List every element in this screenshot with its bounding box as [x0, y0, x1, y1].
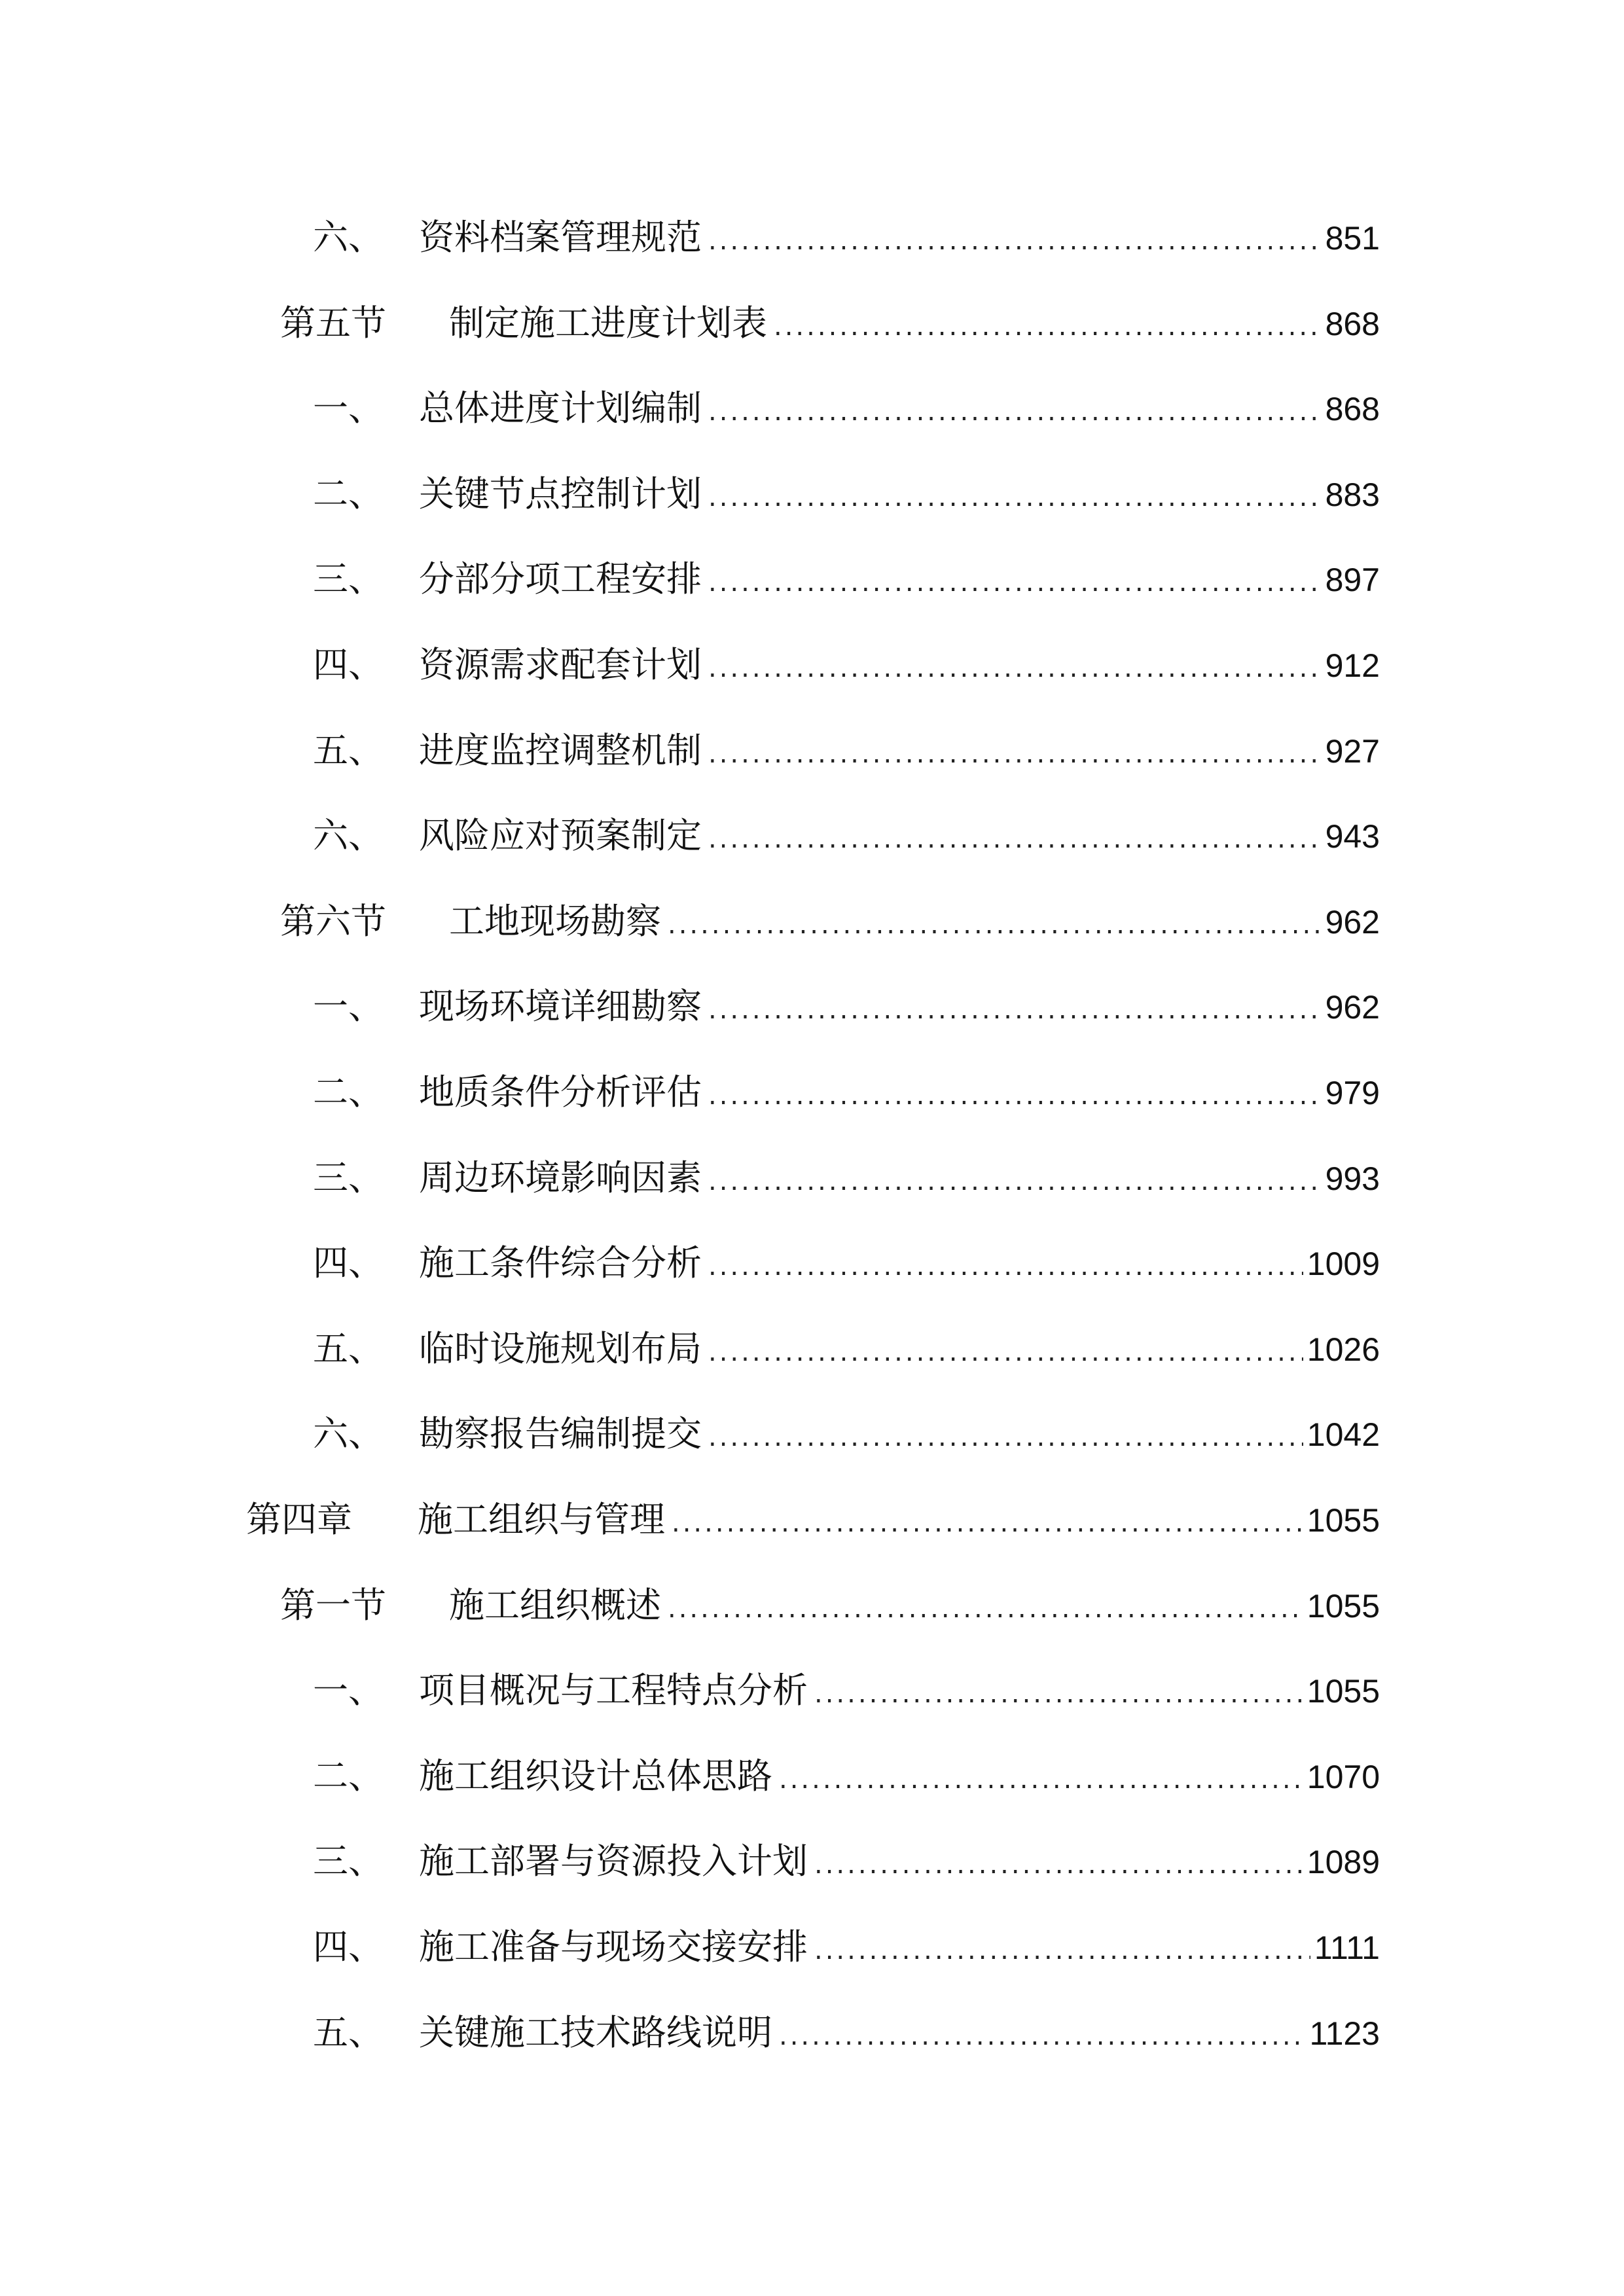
toc-dot-leader — [774, 300, 1322, 353]
toc-entry-number: 六、 — [313, 815, 384, 856]
toc-entry-title: 施工部署与资源投入计划 — [419, 1840, 808, 1882]
toc-dot-leader — [779, 1753, 1303, 1806]
toc-entry-number: 三、 — [313, 1157, 384, 1198]
toc-entry-title: 勘察报告编制提交 — [419, 1413, 702, 1454]
toc-entry-title: 现场环境详细勘察 — [419, 986, 702, 1027]
toc-entry-page-number: 851 — [1325, 220, 1380, 257]
toc-dot-leader — [708, 1411, 1303, 1463]
toc-entry-section[interactable] — [280, 297, 1380, 350]
toc-entry-title: 关键施工技术路线说明 — [419, 2012, 772, 2053]
toc-entry-item[interactable] — [313, 1921, 1380, 1973]
toc-entry-title: 项目概况与工程特点分析 — [419, 1670, 808, 1711]
toc-entry-page-number: 1042 — [1307, 1416, 1380, 1453]
toc-entry-page-number: 927 — [1325, 733, 1380, 770]
toc-entry-item[interactable] — [313, 1664, 1380, 1717]
toc-dot-leader — [708, 728, 1322, 780]
toc-entry-title: 制定施工进度计划表 — [449, 302, 767, 344]
toc-entry-page-number: 962 — [1325, 989, 1380, 1026]
toc-entry-page-number: 1026 — [1307, 1331, 1380, 1368]
toc-entry-section[interactable] — [280, 1579, 1380, 1632]
toc-entry-item[interactable] — [313, 1835, 1380, 1888]
toc-entry-page-number: 1009 — [1307, 1246, 1380, 1282]
toc-dot-leader — [708, 1326, 1303, 1378]
toc-entry-item[interactable] — [313, 810, 1380, 862]
toc-entry-number: 五、 — [313, 1328, 384, 1369]
toc-entry-page-number: 868 — [1325, 306, 1380, 342]
toc-entry-number: 一、 — [313, 387, 384, 429]
toc-entry-chapter[interactable] — [246, 1494, 1380, 1546]
toc-dot-leader — [668, 1583, 1303, 1635]
toc-dot-leader — [708, 471, 1322, 524]
toc-entry-title: 工地现场勘察 — [449, 901, 661, 942]
toc-entry-number: 第四章 — [246, 1499, 352, 1540]
toc-entry-title: 周边环境影响因素 — [419, 1157, 702, 1198]
toc-entry-number: 三、 — [313, 558, 384, 600]
toc-entry-title: 施工准备与现场交接安排 — [419, 1926, 808, 1967]
toc-entry-item[interactable] — [313, 1323, 1380, 1375]
toc-dot-leader — [668, 899, 1322, 951]
toc-entry-page-number: 943 — [1325, 818, 1380, 855]
toc-entry-item[interactable] — [313, 553, 1380, 605]
toc-entry-title: 施工条件综合分析 — [419, 1242, 702, 1283]
toc-entry-number: 三、 — [313, 1840, 384, 1882]
toc-entry-page-number: 1111 — [1314, 1929, 1380, 1966]
toc-dot-leader — [814, 1839, 1303, 1891]
toc-entry-page-number: 979 — [1325, 1075, 1380, 1111]
toc-entry-number: 六、 — [313, 217, 384, 258]
toc-entry-item[interactable] — [313, 980, 1380, 1033]
toc-entry-number: 四、 — [313, 1242, 384, 1283]
toc-entry-number: 第六节 — [280, 901, 386, 942]
toc-dot-leader — [708, 386, 1322, 438]
toc-entry-page-number: 883 — [1325, 476, 1380, 513]
toc-entry-page-number: 962 — [1325, 904, 1380, 941]
toc-entry-number: 二、 — [313, 1755, 384, 1797]
toc-entry-item[interactable] — [313, 639, 1380, 691]
toc-entry-number: 一、 — [313, 1670, 384, 1711]
toc-entry-item[interactable] — [313, 1066, 1380, 1119]
toc-entry-page-number: 1070 — [1307, 1759, 1380, 1795]
toc-entry-number: 二、 — [313, 473, 384, 514]
toc-entry-number: 第一节 — [280, 1585, 386, 1626]
toc-entry-page-number: 868 — [1325, 391, 1380, 427]
toc-entry-item[interactable] — [313, 1237, 1380, 1289]
toc-entry-title: 进度监控调整机制 — [419, 730, 702, 771]
toc-entry-number: 四、 — [313, 644, 384, 685]
toc-entry-title: 资源需求配套计划 — [419, 644, 702, 685]
toc-entry-item[interactable] — [313, 468, 1380, 520]
toc-entry-title: 风险应对预案制定 — [419, 815, 702, 856]
toc-dot-leader — [708, 813, 1322, 865]
toc-dot-leader — [708, 556, 1322, 609]
toc-entry-title: 关键节点控制计划 — [419, 473, 702, 514]
toc-dot-leader — [672, 1497, 1303, 1549]
toc-entry-page-number: 1055 — [1307, 1502, 1380, 1539]
toc-entry-page-number: 1123 — [1309, 2015, 1380, 2052]
toc-entry-item[interactable] — [313, 211, 1380, 264]
toc-entry-number: 五、 — [313, 2012, 384, 2053]
toc-dot-leader — [779, 2010, 1305, 2062]
toc-entry-title: 资料档案管理规范 — [419, 217, 702, 258]
toc-entry-page-number: 1089 — [1307, 1844, 1380, 1880]
toc-entry-title: 临时设施规划布局 — [419, 1328, 702, 1369]
toc-entry-item[interactable] — [313, 1408, 1380, 1460]
toc-dot-leader — [708, 984, 1322, 1036]
toc-entry-number: 一、 — [313, 986, 384, 1027]
toc-entry-title: 总体进度计划编制 — [419, 387, 702, 429]
toc-entry-item[interactable] — [313, 725, 1380, 777]
toc-entry-number: 四、 — [313, 1926, 384, 1967]
toc-entry-title: 施工组织与管理 — [418, 1499, 665, 1540]
toc-dot-leader — [814, 1924, 1310, 1977]
toc-entry-number: 五、 — [313, 730, 384, 771]
toc-entry-page-number: 897 — [1325, 562, 1380, 598]
toc-dot-leader — [708, 1069, 1322, 1122]
toc-entry-title: 地质条件分析评估 — [419, 1071, 702, 1113]
toc-dot-leader — [708, 1240, 1303, 1293]
toc-entry-title: 施工组织设计总体思路 — [419, 1755, 772, 1797]
toc-entry-page-number: 993 — [1325, 1160, 1380, 1197]
toc-entry-item[interactable] — [313, 2007, 1380, 2059]
toc-entry-number: 二、 — [313, 1071, 384, 1113]
toc-entry-page-number: 912 — [1325, 647, 1380, 684]
toc-entry-number: 第五节 — [280, 302, 386, 344]
toc-dot-leader — [708, 642, 1322, 694]
toc-entry-section[interactable] — [280, 895, 1380, 948]
toc-entry-item[interactable] — [313, 1750, 1380, 1803]
toc-entry-item[interactable] — [313, 1152, 1380, 1204]
toc-entry-title: 施工组织概述 — [449, 1585, 661, 1626]
toc-entry-title: 分部分项工程安排 — [419, 558, 702, 600]
toc-entry-page-number: 1055 — [1307, 1673, 1380, 1710]
toc-dot-leader — [814, 1668, 1303, 1720]
toc-entry-item[interactable] — [313, 382, 1380, 435]
toc-dot-leader — [708, 1155, 1322, 1208]
toc-dot-leader — [708, 215, 1322, 267]
toc-entry-page-number: 1055 — [1307, 1588, 1380, 1624]
toc-entry-number: 六、 — [313, 1413, 384, 1454]
